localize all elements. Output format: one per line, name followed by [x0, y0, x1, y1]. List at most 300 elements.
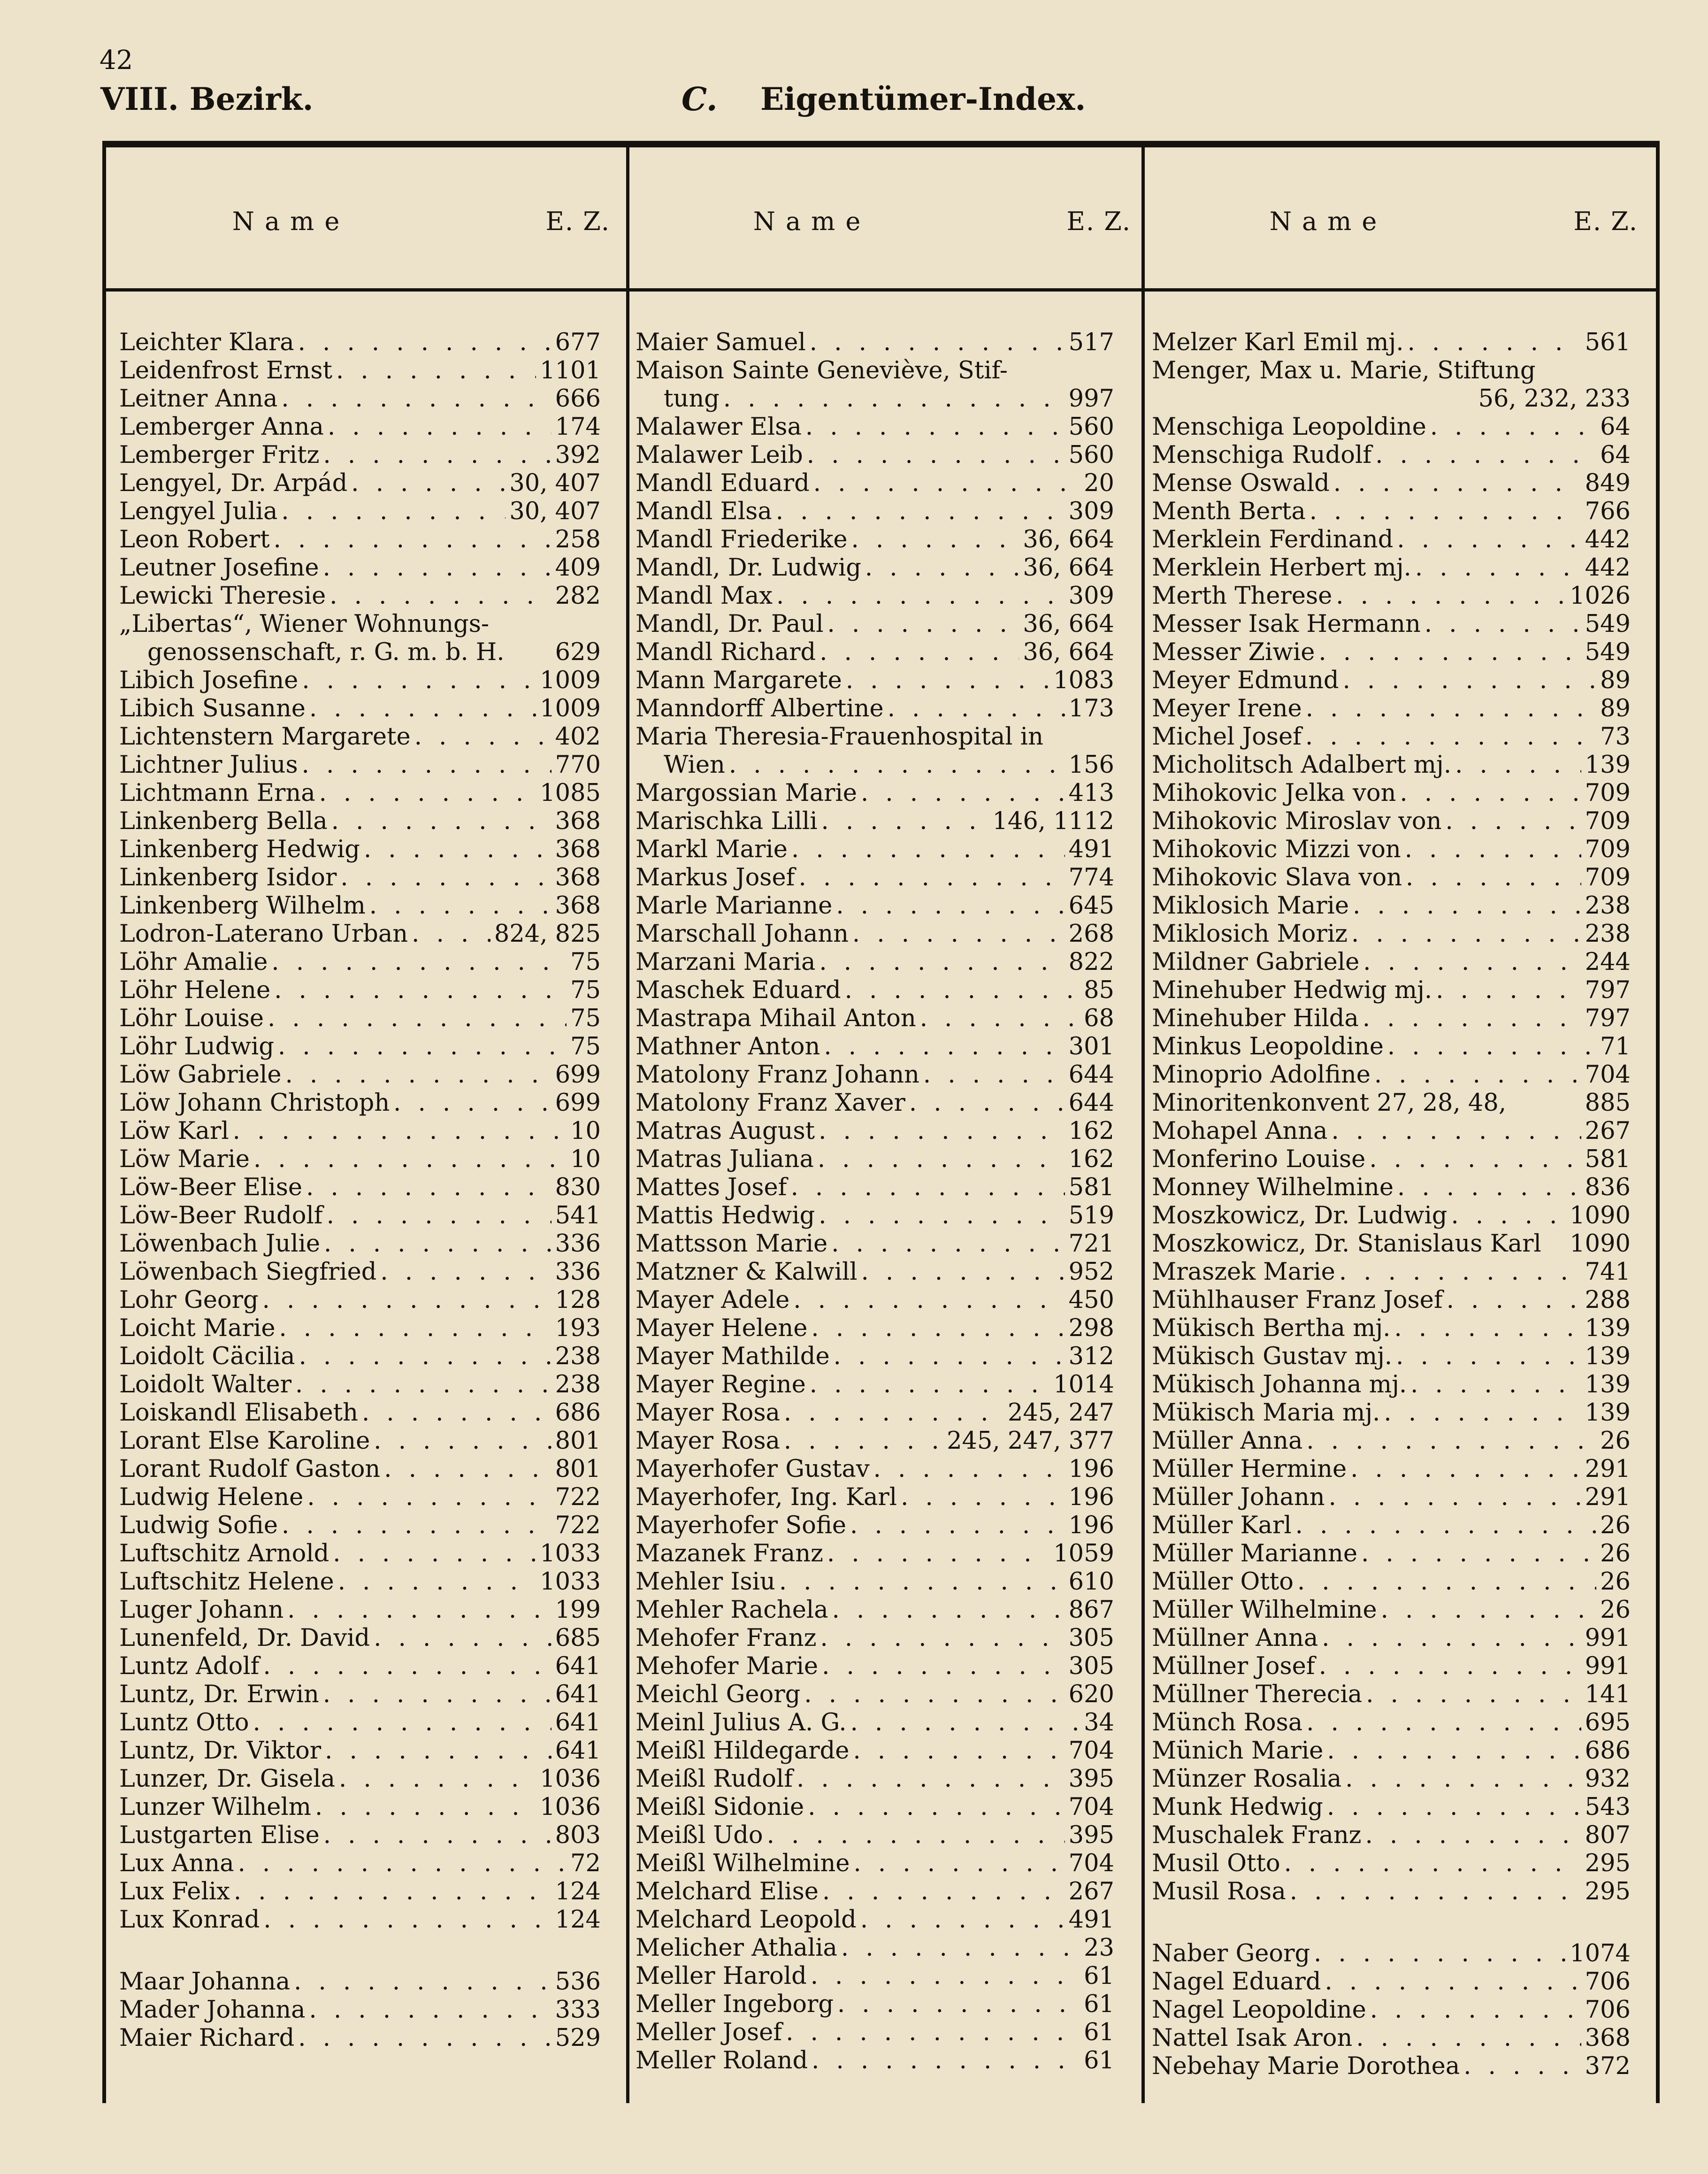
leader-dots	[834, 1343, 1065, 1371]
entry-ez: 173	[1068, 695, 1114, 722]
entry-ez: 312	[1068, 1343, 1114, 1370]
leader-dots	[1306, 1709, 1581, 1737]
leader-dots	[1405, 836, 1581, 864]
entry-ez: 1090	[1570, 1202, 1631, 1229]
leader-dots	[351, 469, 506, 498]
index-entry	[636, 329, 1114, 357]
index-entry	[119, 1089, 601, 1117]
index-entry	[1152, 751, 1631, 779]
leader-dots	[1295, 1512, 1596, 1540]
index-entry	[636, 1399, 1114, 1427]
entry-name: Mükisch Maria mj.	[1152, 1399, 1380, 1427]
entry-name: Mayer Adele	[636, 1286, 790, 1314]
entry-ez: 238	[555, 1343, 601, 1370]
leader-dots	[234, 1878, 551, 1906]
entry-ez: 807	[1585, 1821, 1631, 1849]
entry-name: Mohapel Anna	[1152, 1117, 1328, 1145]
index-entry	[1152, 1540, 1631, 1568]
leader-dots	[791, 1174, 1065, 1202]
entry-ez: 704	[1068, 1737, 1114, 1765]
entry-name: Lunenfeld, Dr. David	[119, 1624, 370, 1652]
entry-ez: 26	[1600, 1540, 1631, 1567]
entry-ez: 392	[555, 441, 601, 469]
entry-ez: 36, 664	[1023, 554, 1114, 582]
entry-ez: 442	[1585, 526, 1631, 553]
leader-dots	[493, 610, 597, 638]
entry-ez: 543	[1585, 1793, 1631, 1821]
entry-name: Lohr Georg	[119, 1286, 259, 1314]
index-entry	[1152, 1061, 1631, 1089]
index-entry	[119, 413, 601, 441]
index-entry	[1152, 948, 1631, 976]
entry-ez: 822	[1068, 948, 1114, 976]
entry-name: Ludwig Helene	[119, 1483, 304, 1511]
index-entry	[1152, 836, 1631, 864]
index-entry	[1152, 1793, 1631, 1821]
entry-ez: 491	[1068, 836, 1114, 863]
entry-name: Melzer Karl Emil mj.	[1152, 329, 1404, 356]
index-entry	[1152, 1568, 1631, 1596]
index-entry	[1152, 1258, 1631, 1286]
entry-ez: 402	[555, 723, 601, 751]
entry-name: Linkenberg Isidor	[119, 864, 337, 891]
entry-name: Maison Sainte Geneviève, Stif-	[636, 357, 1008, 384]
index-entry	[119, 1540, 601, 1568]
leader-dots	[1545, 1230, 1566, 1258]
leader-dots	[309, 695, 536, 723]
entry-name: Mandl Friederike	[636, 526, 848, 553]
leader-dots	[262, 1286, 551, 1314]
entry-name: Müller Karl	[1152, 1512, 1292, 1539]
leader-dots	[831, 1230, 1065, 1258]
leader-dots	[393, 1089, 551, 1117]
entry-name: Miklosich Marie	[1152, 892, 1349, 920]
entry-name: Loicht Marie	[119, 1314, 276, 1342]
leader-dots	[253, 1709, 551, 1737]
leader-dots	[1325, 1968, 1581, 1996]
leader-dots	[298, 2024, 551, 2052]
index-entry	[119, 329, 601, 357]
entry-ez: 581	[1585, 1145, 1631, 1173]
column-header-1	[113, 207, 610, 239]
entry-name: Loidolt Cäcilia	[119, 1343, 295, 1370]
leader-dots	[776, 582, 1065, 610]
column-header-2	[634, 207, 1131, 239]
entry-ez: 61	[1084, 1962, 1114, 1990]
entry-name: Mildner Gabriele	[1152, 948, 1360, 976]
entry-name: Mükisch Bertha mj.	[1152, 1314, 1391, 1342]
leader-dots	[810, 1371, 1049, 1399]
entry-name: Matolony Franz Xaver	[636, 1089, 905, 1117]
index-entry	[1152, 498, 1631, 526]
index-entry	[1152, 1483, 1631, 1512]
entry-name: Loiskandl Elisabeth	[119, 1399, 358, 1427]
leader-dots	[909, 1089, 1065, 1117]
entry-name: Mandl Richard	[636, 638, 816, 666]
leader-dots	[861, 779, 1065, 807]
index-entry	[1152, 1996, 1631, 2024]
leader-dots	[821, 807, 989, 836]
entry-ez: 1101	[540, 357, 601, 384]
leader-dots	[1375, 441, 1596, 469]
entry-name: Mayerhofer Sofie	[636, 1512, 847, 1539]
leader-dots	[1408, 329, 1581, 357]
entry-ez: 56, 232, 233	[1478, 385, 1631, 413]
section-title: Eigentümer-Index.	[760, 81, 1086, 117]
entry-name: Linkenberg Hedwig	[119, 836, 360, 863]
entry-ez: 709	[1585, 807, 1631, 835]
index-entry	[119, 1286, 601, 1314]
index-entry	[1152, 864, 1631, 892]
leader-dots	[263, 1652, 551, 1681]
index-column-3	[1152, 329, 1631, 2081]
leader-dots	[1400, 779, 1581, 807]
leader-dots	[338, 1568, 536, 1596]
leader-dots	[384, 1455, 551, 1483]
entry-ez: 139	[1585, 1371, 1631, 1398]
entry-name: Maria Theresia-Frauenhospital in	[636, 723, 1043, 751]
index-entry	[119, 1455, 601, 1483]
leader-dots	[861, 1258, 1065, 1286]
entry-name: Mazanek Franz	[636, 1540, 823, 1567]
entry-name: Mayer Regine	[636, 1371, 806, 1398]
entry-ez: 529	[555, 2024, 601, 2052]
entry-name: Margossian Marie	[636, 779, 857, 807]
leader-dots	[1351, 920, 1581, 948]
index-entry	[1152, 779, 1631, 807]
entry-ez: 26	[1600, 1596, 1631, 1624]
index-entry	[636, 1793, 1114, 1821]
entry-name: Lunzer Wilhelm	[119, 1793, 312, 1821]
index-entry	[119, 385, 601, 413]
leader-dots	[233, 1117, 567, 1145]
entry-name: Musil Rosa	[1152, 1878, 1286, 1905]
entry-ez: 75	[570, 976, 601, 1004]
leader-dots	[860, 1906, 1065, 1934]
entry-ez: 309	[1068, 582, 1114, 610]
entry-name: Matzner & Kalwill	[636, 1258, 858, 1286]
entry-ez: 885	[1585, 1089, 1631, 1117]
entry-ez: 536	[555, 1968, 601, 1996]
index-entry	[1152, 413, 1631, 441]
leader-dots	[920, 1005, 1080, 1033]
entry-ez: 10	[570, 1117, 601, 1145]
index-entry	[119, 836, 601, 864]
leader-dots	[1366, 1681, 1581, 1709]
entry-name: Manndorff Albertine	[636, 695, 884, 722]
entry-name: Lichtmann Erna	[119, 779, 315, 807]
index-entry	[119, 1399, 601, 1427]
index-entry	[636, 920, 1114, 948]
index-entry	[636, 1483, 1114, 1512]
index-entry	[1152, 638, 1631, 667]
index-entry	[119, 1145, 601, 1174]
entry-ez: 139	[1585, 1314, 1631, 1342]
entry-name: Mükisch Johanna mj.	[1152, 1371, 1407, 1398]
entry-name: Moszkowicz, Dr. Stanislaus Karl	[1152, 1230, 1541, 1258]
entry-ez: 238	[555, 1371, 601, 1398]
leader-dots	[799, 864, 1065, 892]
entry-ez: 139	[1585, 1399, 1631, 1427]
entry-ez: 395	[1068, 1765, 1114, 1793]
index-entry	[119, 695, 601, 723]
entry-name: Mandl, Dr. Ludwig	[636, 554, 861, 582]
entry-ez: 10	[570, 1145, 601, 1173]
index-entry	[119, 1652, 601, 1681]
index-entry	[119, 1343, 601, 1371]
leader-dots	[841, 1934, 1080, 1962]
entry-ez: 199	[555, 1596, 601, 1624]
entry-ez: 677	[555, 329, 601, 356]
entry-name: Matolony Franz Johann	[636, 1061, 919, 1089]
index-entry	[1152, 441, 1631, 469]
index-entry	[636, 1596, 1114, 1624]
index-entry	[1152, 1145, 1631, 1174]
index-entry	[636, 1652, 1114, 1681]
leader-dots	[1345, 1765, 1581, 1793]
entry-ez: 372	[1585, 2052, 1631, 2080]
index-entry	[636, 469, 1114, 498]
entry-ez: 75	[570, 948, 601, 976]
leader-dots	[784, 1399, 1004, 1427]
leader-dots	[307, 1483, 551, 1512]
entry-name: Mastrapa Mihail Anton	[636, 1005, 916, 1032]
index-entry	[1152, 385, 1631, 413]
index-entry	[1152, 1652, 1631, 1681]
entry-ez: 162	[1068, 1145, 1114, 1173]
entry-ez: 305	[1068, 1624, 1114, 1652]
entry-name: Lustgarten Elise	[119, 1821, 320, 1849]
index-entry	[636, 1962, 1114, 1990]
leader-dots	[1397, 1174, 1581, 1202]
leader-dots	[319, 779, 536, 807]
entry-ez: 686	[1585, 1737, 1631, 1765]
entry-name: Mandl Elsa	[636, 498, 772, 525]
leader-dots	[324, 1230, 551, 1258]
entry-ez: 36, 664	[1023, 638, 1114, 666]
index-entry	[636, 1990, 1114, 2019]
entry-name: Mayerhofer, Ing. Karl	[636, 1483, 897, 1511]
entry-ez: 268	[1068, 920, 1114, 948]
entry-name: Michel Josef	[1152, 723, 1302, 751]
entry-name: Müllner Anna	[1152, 1624, 1318, 1652]
leader-dots	[374, 1624, 551, 1652]
entry-name: Leichter Klara	[119, 329, 294, 356]
index-entry	[119, 807, 601, 836]
header-rule	[106, 288, 1656, 292]
index-entry	[636, 948, 1114, 976]
leader-dots	[837, 1990, 1080, 2019]
entry-ez: 61	[1084, 2047, 1114, 2074]
leader-dots	[1290, 1878, 1581, 1906]
index-entry	[1152, 667, 1631, 695]
column-header-name: Name	[753, 207, 871, 236]
index-entry	[1152, 1314, 1631, 1343]
index-entry	[119, 1005, 601, 1033]
index-entry	[636, 1850, 1114, 1878]
index-entry	[636, 1005, 1114, 1033]
leader-dots	[1310, 498, 1581, 526]
entry-ez: 1033	[540, 1540, 601, 1567]
index-entry	[1152, 1681, 1631, 1709]
entry-ez: 291	[1585, 1455, 1631, 1483]
entry-ez: 61	[1084, 2019, 1114, 2046]
entry-ez: 309	[1068, 498, 1114, 525]
entry-name: Mann Margarete	[636, 667, 842, 694]
leader-dots	[329, 582, 551, 610]
leader-dots	[1319, 1652, 1581, 1681]
entry-name: Mehofer Franz	[636, 1624, 817, 1652]
leader-dots	[1331, 1117, 1581, 1145]
index-entry	[119, 1737, 601, 1765]
entry-name: Minehuber Hilda	[1152, 1005, 1359, 1032]
leader-dots	[295, 1371, 551, 1399]
index-entry	[1152, 1202, 1631, 1230]
entry-ez: 699	[555, 1089, 601, 1117]
index-entry	[119, 779, 601, 807]
index-entry	[636, 357, 1114, 385]
entry-ez: 581	[1068, 1174, 1114, 1201]
index-entry	[119, 723, 601, 751]
entry-name: Lodron-Laterano Urban	[119, 920, 408, 948]
entry-ez: 695	[1585, 1709, 1631, 1736]
entry-name: Melicher Athalia	[636, 1934, 837, 1962]
entry-ez: 797	[1585, 1005, 1631, 1032]
leader-dots	[873, 1455, 1065, 1483]
leader-dots	[281, 498, 506, 526]
entry-ez: 644	[1068, 1061, 1114, 1089]
leader-dots	[729, 751, 1065, 779]
section-letter: C.	[682, 81, 718, 118]
entry-ez: 704	[1068, 1850, 1114, 1877]
leader-dots	[1314, 1940, 1566, 1968]
leader-dots	[836, 892, 1065, 920]
leader-dots	[1297, 1568, 1596, 1596]
entry-ez: 30, 407	[509, 498, 601, 525]
leader-dots	[1430, 413, 1596, 441]
entry-name: Muschalek Franz	[1152, 1821, 1362, 1849]
entry-ez: 267	[1585, 1117, 1631, 1145]
index-entry	[1152, 582, 1631, 610]
entry-name: Maier Richard	[119, 2024, 295, 2052]
entry-name: Mattis Hedwig	[636, 1202, 815, 1229]
entry-name: Mihokovic Miroslav von	[1152, 807, 1442, 835]
entry-ez: 36, 664	[1023, 610, 1114, 638]
index-entry	[1152, 1624, 1631, 1652]
entry-ez: 541	[555, 1202, 601, 1229]
leader-dots	[339, 1765, 536, 1793]
leader-dots	[818, 1145, 1065, 1174]
leader-dots	[1381, 1596, 1596, 1624]
index-entry	[1152, 892, 1631, 920]
leader-dots	[369, 892, 551, 920]
page-number: 42	[100, 45, 133, 76]
index-entry	[119, 751, 601, 779]
index-column-2	[636, 329, 1114, 2075]
index-entry	[636, 1821, 1114, 1850]
leader-dots	[723, 385, 1065, 413]
leader-dots	[767, 1821, 1065, 1850]
entry-ez: 238	[1585, 892, 1631, 920]
index-entry	[636, 610, 1114, 638]
index-entry	[1152, 1286, 1631, 1314]
index-entry	[119, 1793, 601, 1821]
entry-ez: 1074	[1570, 1940, 1631, 1967]
entry-ez: 1014	[1053, 1371, 1114, 1398]
entry-ez: 368	[555, 807, 601, 835]
index-entry	[119, 1624, 601, 1652]
entry-ez: 36, 664	[1023, 526, 1114, 553]
index-entry	[636, 1455, 1114, 1483]
entry-name: Meißl Udo	[636, 1821, 763, 1849]
entry-name: Nattel Isak Aron	[1152, 2024, 1353, 2052]
leader-dots	[1306, 695, 1596, 723]
entry-ez: 193	[555, 1314, 601, 1342]
entry-name: Lux Konrad	[119, 1906, 260, 1934]
index-entry	[636, 695, 1114, 723]
entry-ez: 991	[1585, 1652, 1631, 1680]
leader-dots	[846, 667, 1049, 695]
index-entry	[119, 976, 601, 1005]
entry-name: Miklosich Moriz	[1152, 920, 1348, 948]
entry-name: Lemberger Fritz	[119, 441, 320, 469]
entry-ez: 1090	[1570, 1230, 1631, 1258]
column-header-ez: E. Z.	[1066, 207, 1131, 236]
index-entry	[119, 948, 601, 976]
entry-ez: 75	[570, 1033, 601, 1060]
entry-name: Müller Hermine	[1152, 1455, 1347, 1483]
index-entry	[636, 1681, 1114, 1709]
leader-dots	[282, 1512, 551, 1540]
entry-ez: 20	[1084, 469, 1114, 497]
index-entry	[1152, 1174, 1631, 1202]
entry-ez: 196	[1068, 1512, 1114, 1539]
entry-ez: 770	[555, 751, 601, 779]
entry-name: Menger, Max u. Marie, Stiftung	[1152, 357, 1536, 384]
index-entry	[119, 667, 601, 695]
index-entry	[1152, 1089, 1631, 1117]
index-entry	[1152, 695, 1631, 723]
index-entry	[1152, 1709, 1631, 1737]
entry-ez: 560	[1068, 413, 1114, 441]
column-header-3	[1150, 207, 1638, 239]
index-entry	[119, 1996, 601, 2024]
index-entry	[1152, 1596, 1631, 1624]
index-entry	[119, 1230, 601, 1258]
index-entry	[119, 1427, 601, 1455]
entry-name: Löwenbach Julie	[119, 1230, 321, 1258]
district-title: VIII. Bezirk.	[100, 81, 314, 117]
entry-ez: 301	[1068, 1033, 1114, 1060]
entry-ez: 666	[555, 385, 601, 413]
entry-name: Luger Johann	[119, 1596, 284, 1624]
entry-ez: 30, 407	[509, 469, 601, 497]
entry-name: Monferino Louise	[1152, 1145, 1366, 1173]
index-entry	[119, 610, 601, 638]
entry-ez: 71	[1600, 1033, 1631, 1060]
leader-dots	[1047, 723, 1111, 751]
leader-dots	[315, 1793, 536, 1821]
leader-dots	[1350, 1455, 1581, 1483]
entry-name: Leon Robert	[119, 526, 270, 553]
leader-dots	[1384, 1399, 1581, 1427]
index-entry	[636, 1286, 1114, 1314]
entry-ez: 721	[1068, 1230, 1114, 1258]
leader-dots	[323, 554, 551, 582]
entry-name: Wien	[664, 751, 725, 779]
entry-name: Linkenberg Bella	[119, 807, 328, 835]
entry-name: Meller Harold	[636, 1962, 807, 1990]
